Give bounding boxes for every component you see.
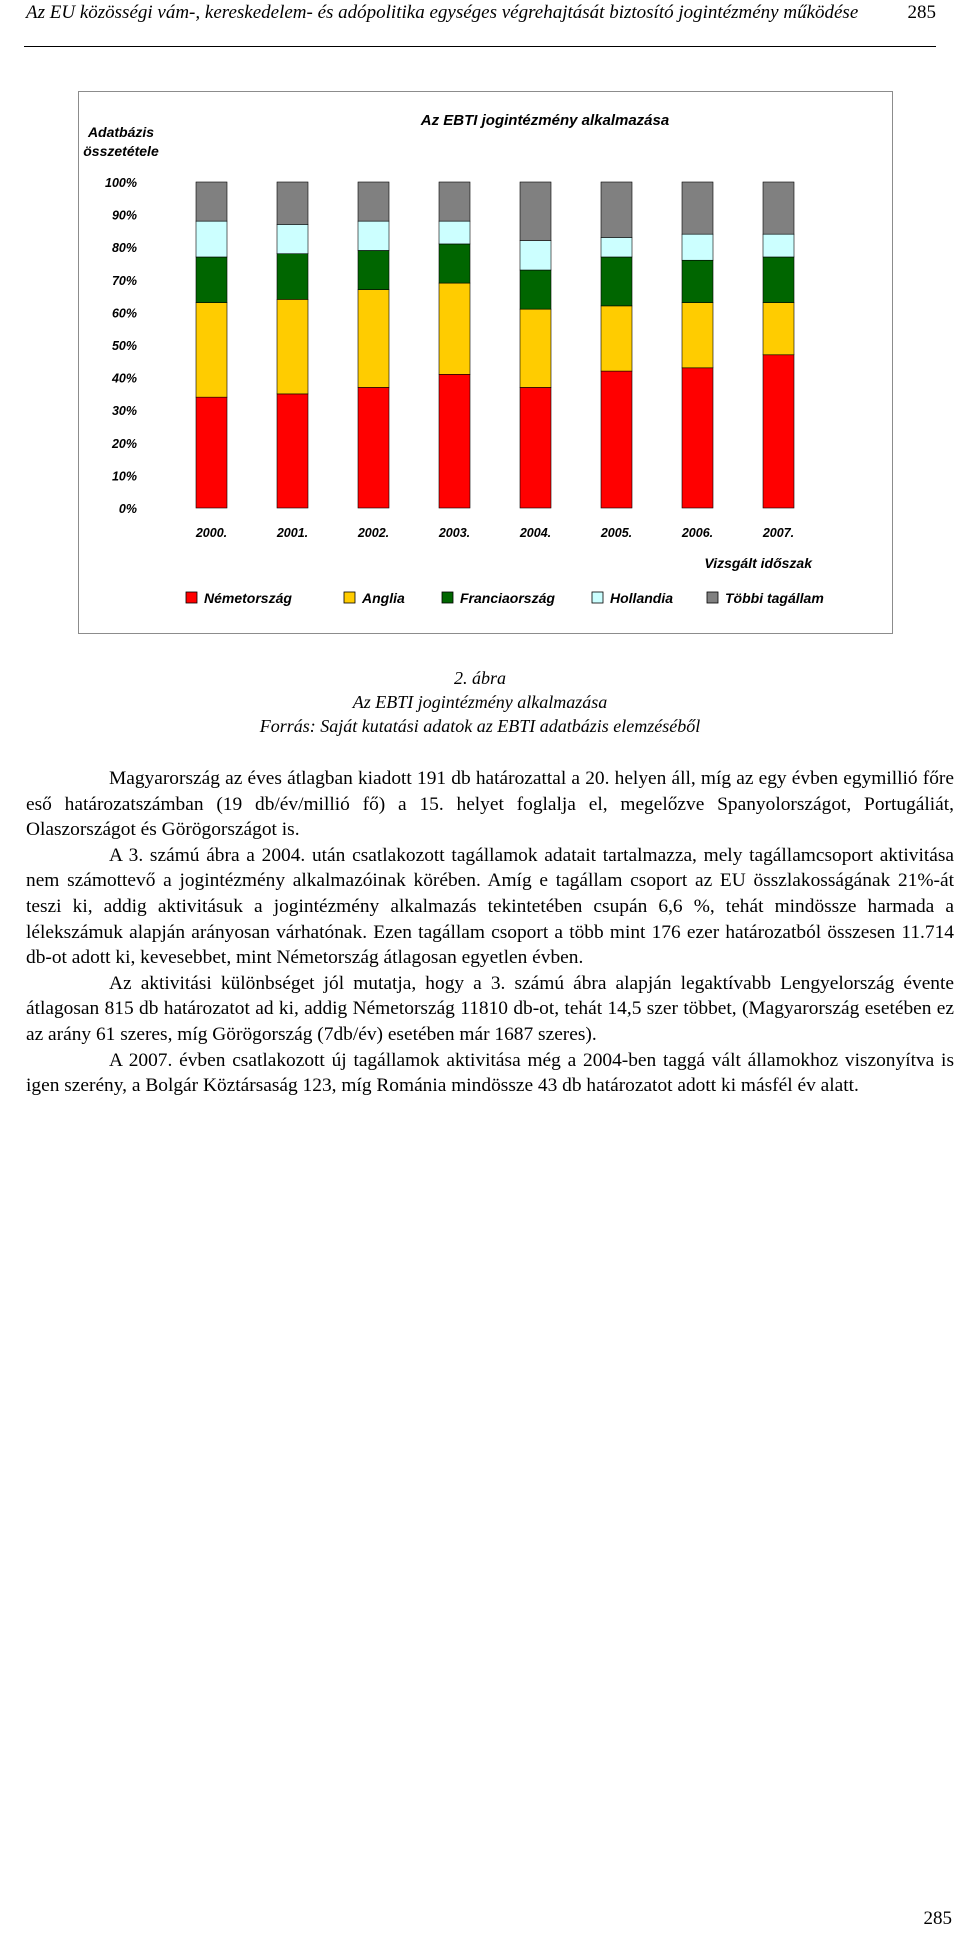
legend-swatch [186, 592, 197, 603]
bar-segment-hollandia [520, 241, 551, 270]
legend-swatch [592, 592, 603, 603]
bar-segment-németország [601, 371, 632, 508]
bar-segment-anglia [601, 306, 632, 371]
y-tick-label: 40% [111, 371, 137, 386]
legend-entry: Anglia [362, 590, 405, 606]
bar-segment-németország [439, 374, 470, 508]
bar-segment-többi-tagállam [439, 182, 470, 221]
x-tick-label: 2003. [438, 526, 471, 540]
paragraph-3: Az aktivitási különbséget jól mutatja, hogy a 3. számú ábra alapján legaktívabb Lengyelország évente átlagosan 815 db határozatot ad ki, addig Németország 11810 db-ot, tehát 14,5 szer többet, (Magyarország esetében ez az arány 61 szeres, míg Görögország (7db/év) esetében már 1687 szeres). [26, 972, 954, 1045]
legend-swatch [344, 592, 355, 603]
chart-title: Az EBTI jogintézmény alkalmazása [420, 112, 670, 129]
bar-segment-anglia [196, 303, 227, 398]
y-tick-label: 30% [111, 404, 137, 419]
x-tick-label: 2001. [276, 526, 309, 540]
legend-swatch [442, 592, 453, 603]
y-tick-label: 10% [111, 469, 137, 484]
legend-entry: Franciaország [460, 590, 555, 606]
bar-segment-többi-tagállam [601, 182, 632, 237]
running-title: Az EU közösségi vám-, kereskedelem- és adópolitika egységes végrehajtását biztosító jogintézmény működése [26, 2, 859, 23]
bar-segment-franciaország [520, 270, 551, 309]
bar-segment-anglia [277, 299, 308, 394]
bar-segment-németország [682, 368, 713, 508]
chart-canvas [79, 92, 892, 633]
y-tick-label: 50% [111, 339, 137, 353]
body-text [26, 766, 954, 1099]
bar-segment-németország [196, 397, 227, 508]
bar-segment-németország [763, 355, 794, 508]
bar-segment-anglia [358, 290, 389, 388]
x-tick-label: 2007. [762, 526, 795, 540]
x-tick-label: 2002. [357, 526, 390, 540]
bar-segment-anglia [682, 303, 713, 368]
header-page-number: 285 [907, 2, 936, 23]
paragraph-1: Magyarország az éves átlagban kiadott 191 db határozattal a 20. helyen áll, míg az egy évben egymillió főre eső határozatszámban (19 db/év/millió fő) a 15. helyet foglalja el, megelőzve Spanyolországot, Portugáliát, Olaszországot és Görögországot is. [26, 768, 954, 841]
legend-entry: Németország [204, 590, 292, 606]
legend-swatch [707, 592, 718, 603]
bar-segment-franciaország [682, 260, 713, 302]
bar-segment-többi-tagállam [277, 182, 308, 224]
bar-segment-többi-tagállam [196, 182, 227, 221]
bar-segment-franciaország [763, 257, 794, 303]
x-tick-label: 2000. [195, 526, 228, 540]
y-tick-label: 60% [111, 306, 137, 321]
bar-segment-hollandia [601, 237, 632, 257]
y-tick-label: 0% [118, 502, 137, 516]
figure-source: Forrás: Saját kutatási adatok az EBTI adatbázis elemzéséből [259, 716, 701, 736]
paragraph-4: A 2007. évben csatlakozott új tagállamok aktivitása még a 2004-ben taggá vált államokhoz viszonyítva is igen szerény, a Bolgár Köztársaság 123, míg Románia mindössze 43 db határozatot adott ki másfél év alatt. [26, 1049, 954, 1097]
y-axis-label: Adatbázis összetétele [83, 124, 159, 159]
bar-segment-többi-tagállam [358, 182, 389, 221]
bar-segment-németország [358, 387, 389, 508]
stacked-bar-chart [78, 91, 893, 634]
bar-segment-többi-tagállam [763, 182, 794, 234]
legend-entry: Többi tagállam [725, 590, 824, 606]
bar-segment-hollandia [358, 221, 389, 250]
figure-caption [24, 666, 936, 738]
bar-segment-többi-tagállam [682, 182, 713, 234]
x-tick-label: 2005. [600, 526, 633, 540]
bar-segment-anglia [763, 303, 794, 355]
bar-segment-franciaország [439, 244, 470, 283]
bar-segment-franciaország [601, 257, 632, 306]
figure-number: 2. ábra [453, 668, 506, 688]
y-tick-label: 100% [105, 176, 137, 190]
y-tick-label: 80% [111, 241, 137, 256]
bar-segment-többi-tagállam [520, 182, 551, 241]
bar-segment-hollandia [277, 224, 308, 253]
figure-title: Az EBTI jogintézmény alkalmazása [352, 692, 608, 712]
x-axis-label: Vizsgált időszak [704, 555, 812, 571]
bar-segment-németország [277, 394, 308, 508]
bar-segment-németország [520, 387, 551, 508]
x-tick-label: 2006. [681, 526, 714, 540]
legend-entry: Hollandia [610, 590, 674, 606]
bar-segment-franciaország [196, 257, 227, 303]
bar-segment-hollandia [196, 221, 227, 257]
paragraph-2: A 3. számú ábra a 2004. után csatlakozott tagállamok adatait tartalmazza, mely tagállamcsoport aktivitása nem számottevő a jogintézmény alkalmazóinak körében. Amíg e tagállam csoport az EU összlakosságának 21%-át teszi ki, addig aktivitásuk a jogintézmény alkalmazás tekintetében csupán 6,6 %, tehát mindössze harmada a lélekszámuk alapján arányosan várhatónak. Ezen tagállam csoport a több mint 176 ezer határozatból összesen 11.714 db-ot adott ki, kevesebbet, mint Németország átlagosan egyetlen évben. [26, 844, 954, 969]
y-tick-label: 70% [111, 273, 137, 288]
bar-segment-hollandia [682, 234, 713, 260]
y-tick-label: 20% [111, 436, 137, 451]
bar-segment-anglia [439, 283, 470, 374]
bar-segment-hollandia [763, 234, 794, 257]
y-tick-label: 90% [111, 208, 137, 223]
x-tick-label: 2004. [519, 526, 552, 540]
footer-page-number: 285 [923, 1908, 952, 1929]
running-header [24, 0, 936, 47]
bar-segment-anglia [520, 309, 551, 387]
bar-segment-hollandia [439, 221, 470, 244]
bar-segment-franciaország [277, 254, 308, 300]
bar-segment-franciaország [358, 250, 389, 289]
